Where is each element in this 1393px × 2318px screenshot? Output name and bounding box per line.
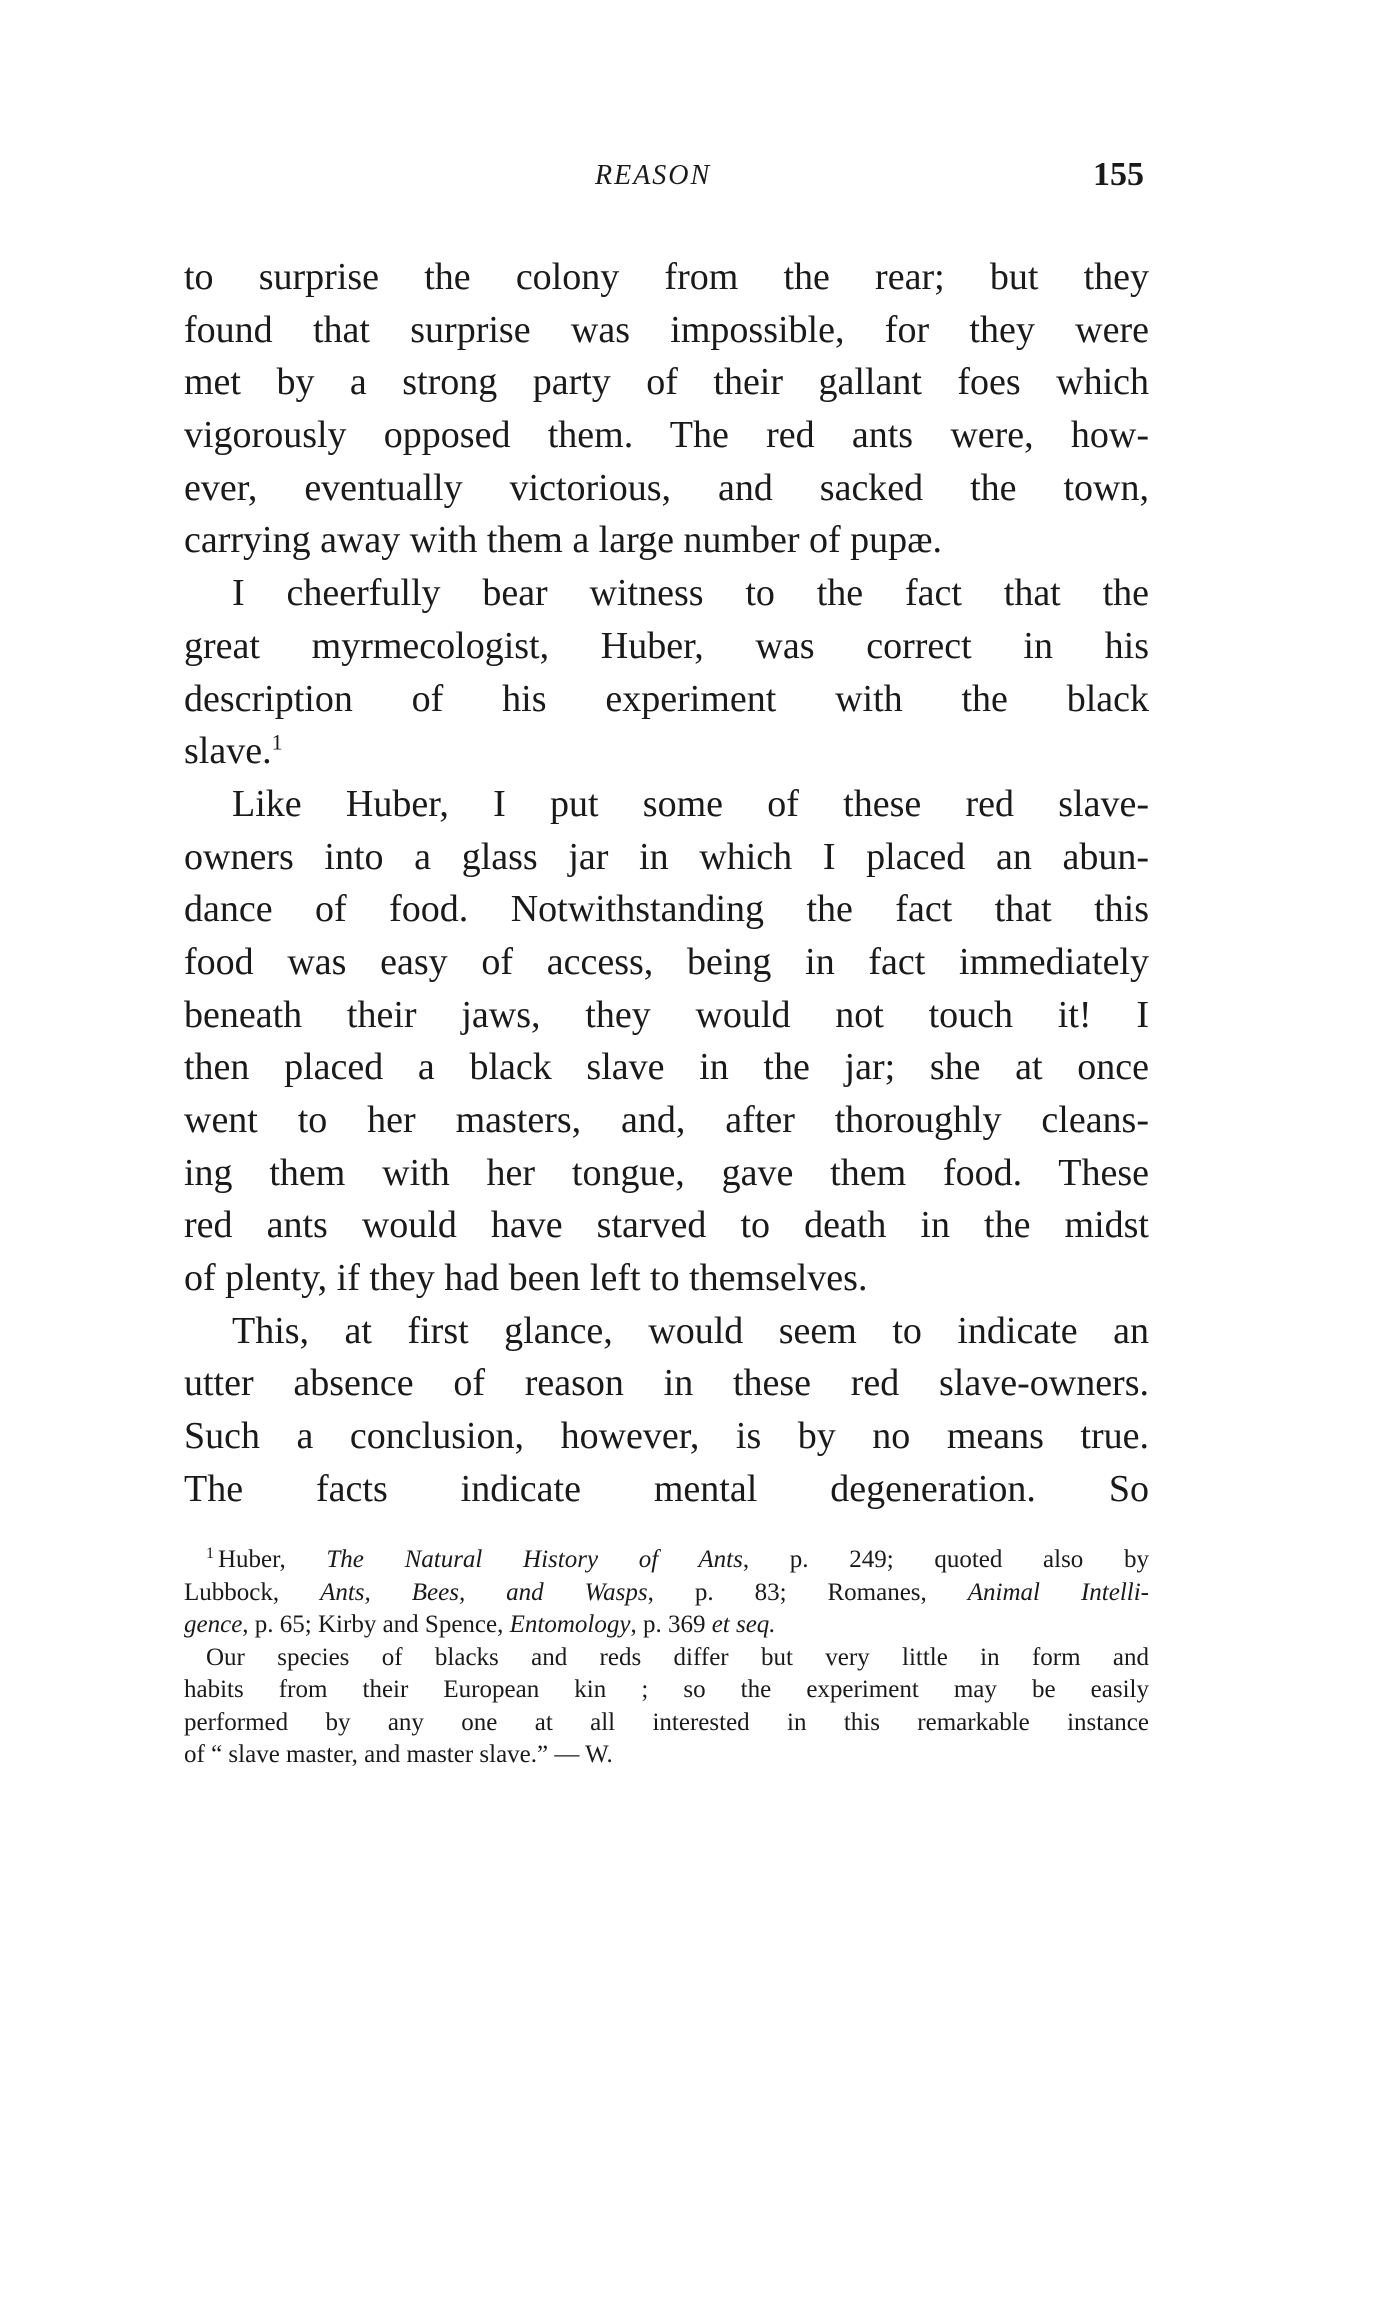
text-line (184, 304, 1149, 357)
text-line (184, 356, 1149, 409)
text-line-content: food was easy of access, being in fact immediately (184, 940, 1149, 983)
footnote-line (184, 1544, 1149, 1577)
text-line-content: then placed a black slave in the jar; she at once (184, 1046, 1149, 1089)
text-line-content: beneath their jaws, they would not touch it! I (184, 993, 1149, 1036)
text-line (184, 1410, 1149, 1463)
text-line (184, 1357, 1149, 1410)
text-line-content: The facts indicate mental degeneration. So (184, 1467, 1149, 1510)
text-line (184, 989, 1149, 1042)
footnotes (184, 1544, 1149, 1772)
text-line (184, 409, 1149, 462)
text-line (184, 462, 1149, 515)
footnote-line (184, 1707, 1149, 1740)
footnote-title: Animal Intelli- (967, 1578, 1149, 1606)
text-line (184, 1094, 1149, 1147)
text-line (184, 514, 1149, 567)
text-line-content: This, at first glance, would seem to indicate an (232, 1309, 1149, 1352)
text-line (184, 778, 1149, 831)
text-line-content: I cheerfully bear witness to the fact that the (232, 572, 1149, 615)
footnote-line (184, 1642, 1149, 1675)
footnote-text: Huber, (218, 1546, 327, 1573)
text-line-content: owners into a glass jar in which I placed an abun- (184, 835, 1149, 878)
text-line (184, 620, 1149, 673)
footnote-line (184, 1739, 1149, 1772)
footnote-text: , p. 65; Kirby and Spence, (242, 1611, 510, 1638)
text-line (184, 1147, 1149, 1200)
text-line-content: dance of food. Notwithstanding the fact that this (184, 888, 1149, 931)
text-line (184, 673, 1149, 726)
running-head (0, 156, 1393, 210)
text-line-content: Such a conclusion, however, is by no means true. (184, 1415, 1149, 1458)
footnote-text: , p. 83; Romanes, (647, 1578, 968, 1606)
footnote-title: The Natural History of Ants (326, 1546, 743, 1573)
footnote-text: Lubbock, (184, 1578, 321, 1606)
footnote-title: Entomology (509, 1611, 631, 1638)
text-line-content: vigorously opposed them. The red ants were, how- (184, 414, 1149, 457)
text-line-content: Like Huber, I put some of these red slave- (232, 782, 1149, 825)
body-text (184, 251, 1149, 1516)
text-line (184, 1041, 1149, 1094)
footnote-text: of “ slave master, and master slave.” — W. (184, 1741, 613, 1768)
text-line-content: met by a strong party of their gallant foes which (184, 361, 1149, 404)
footnote-text: , p. 369 (630, 1611, 712, 1638)
text-line (184, 725, 1149, 778)
text-line-content: ever, eventually victorious, and sacked the town, (184, 466, 1149, 509)
footnote-text: habits from their European kin ; so the experiment may be easily (184, 1676, 1149, 1703)
text-line (184, 1252, 1149, 1305)
text-line-content: red ants would have starved to death in the midst (184, 1204, 1149, 1247)
text-line (184, 567, 1149, 620)
text-line (184, 831, 1149, 884)
text-line-content: great myrmecologist, Huber, was correct in his (184, 624, 1149, 667)
text-line (184, 1199, 1149, 1252)
text-line-content: of plenty, if they had been left to themselves. (184, 1257, 868, 1300)
text-line (184, 936, 1149, 989)
text-line-content: carrying away with them a large number of pupæ. (184, 519, 943, 562)
text-line (184, 251, 1149, 304)
footnote-title: gence (184, 1611, 243, 1638)
footnote-line (184, 1609, 1149, 1642)
running-head-title: REASON (595, 160, 712, 191)
page-number: 155 (1093, 156, 1144, 193)
text-line-content: ing them with her tongue, gave them food. These (184, 1151, 1149, 1194)
footnote-title: Ants, Bees, and Wasps (320, 1578, 648, 1606)
text-line (184, 1305, 1149, 1358)
text-line-content: slave. (184, 730, 272, 773)
text-line-content: found that surprise was impossible, for they were (184, 308, 1149, 351)
footnote-text: , p. 249; quoted also by (742, 1546, 1149, 1573)
text-line-content: utter absence of reason in these red slave-owners. (184, 1362, 1149, 1405)
footnote-text: Our species of blacks and reds differ but very little in form and (206, 1643, 1149, 1671)
footnote-text: performed by any one at all interested in this remarkable instance (184, 1708, 1149, 1736)
text-line-content: description of his experiment with the black (184, 677, 1149, 720)
footnote-line (184, 1577, 1149, 1610)
footnote-title: et seq. (711, 1611, 776, 1638)
footnote-marker: 1 (206, 1544, 214, 1562)
footnote-reference[interactable]: 1 (271, 729, 283, 755)
text-line-content: to surprise the colony from the rear; but they (184, 256, 1149, 298)
footnote-line (184, 1674, 1149, 1707)
text-line (184, 1463, 1149, 1516)
text-line (184, 883, 1149, 936)
text-line-content: went to her masters, and, after thoroughly cleans- (184, 1099, 1149, 1141)
